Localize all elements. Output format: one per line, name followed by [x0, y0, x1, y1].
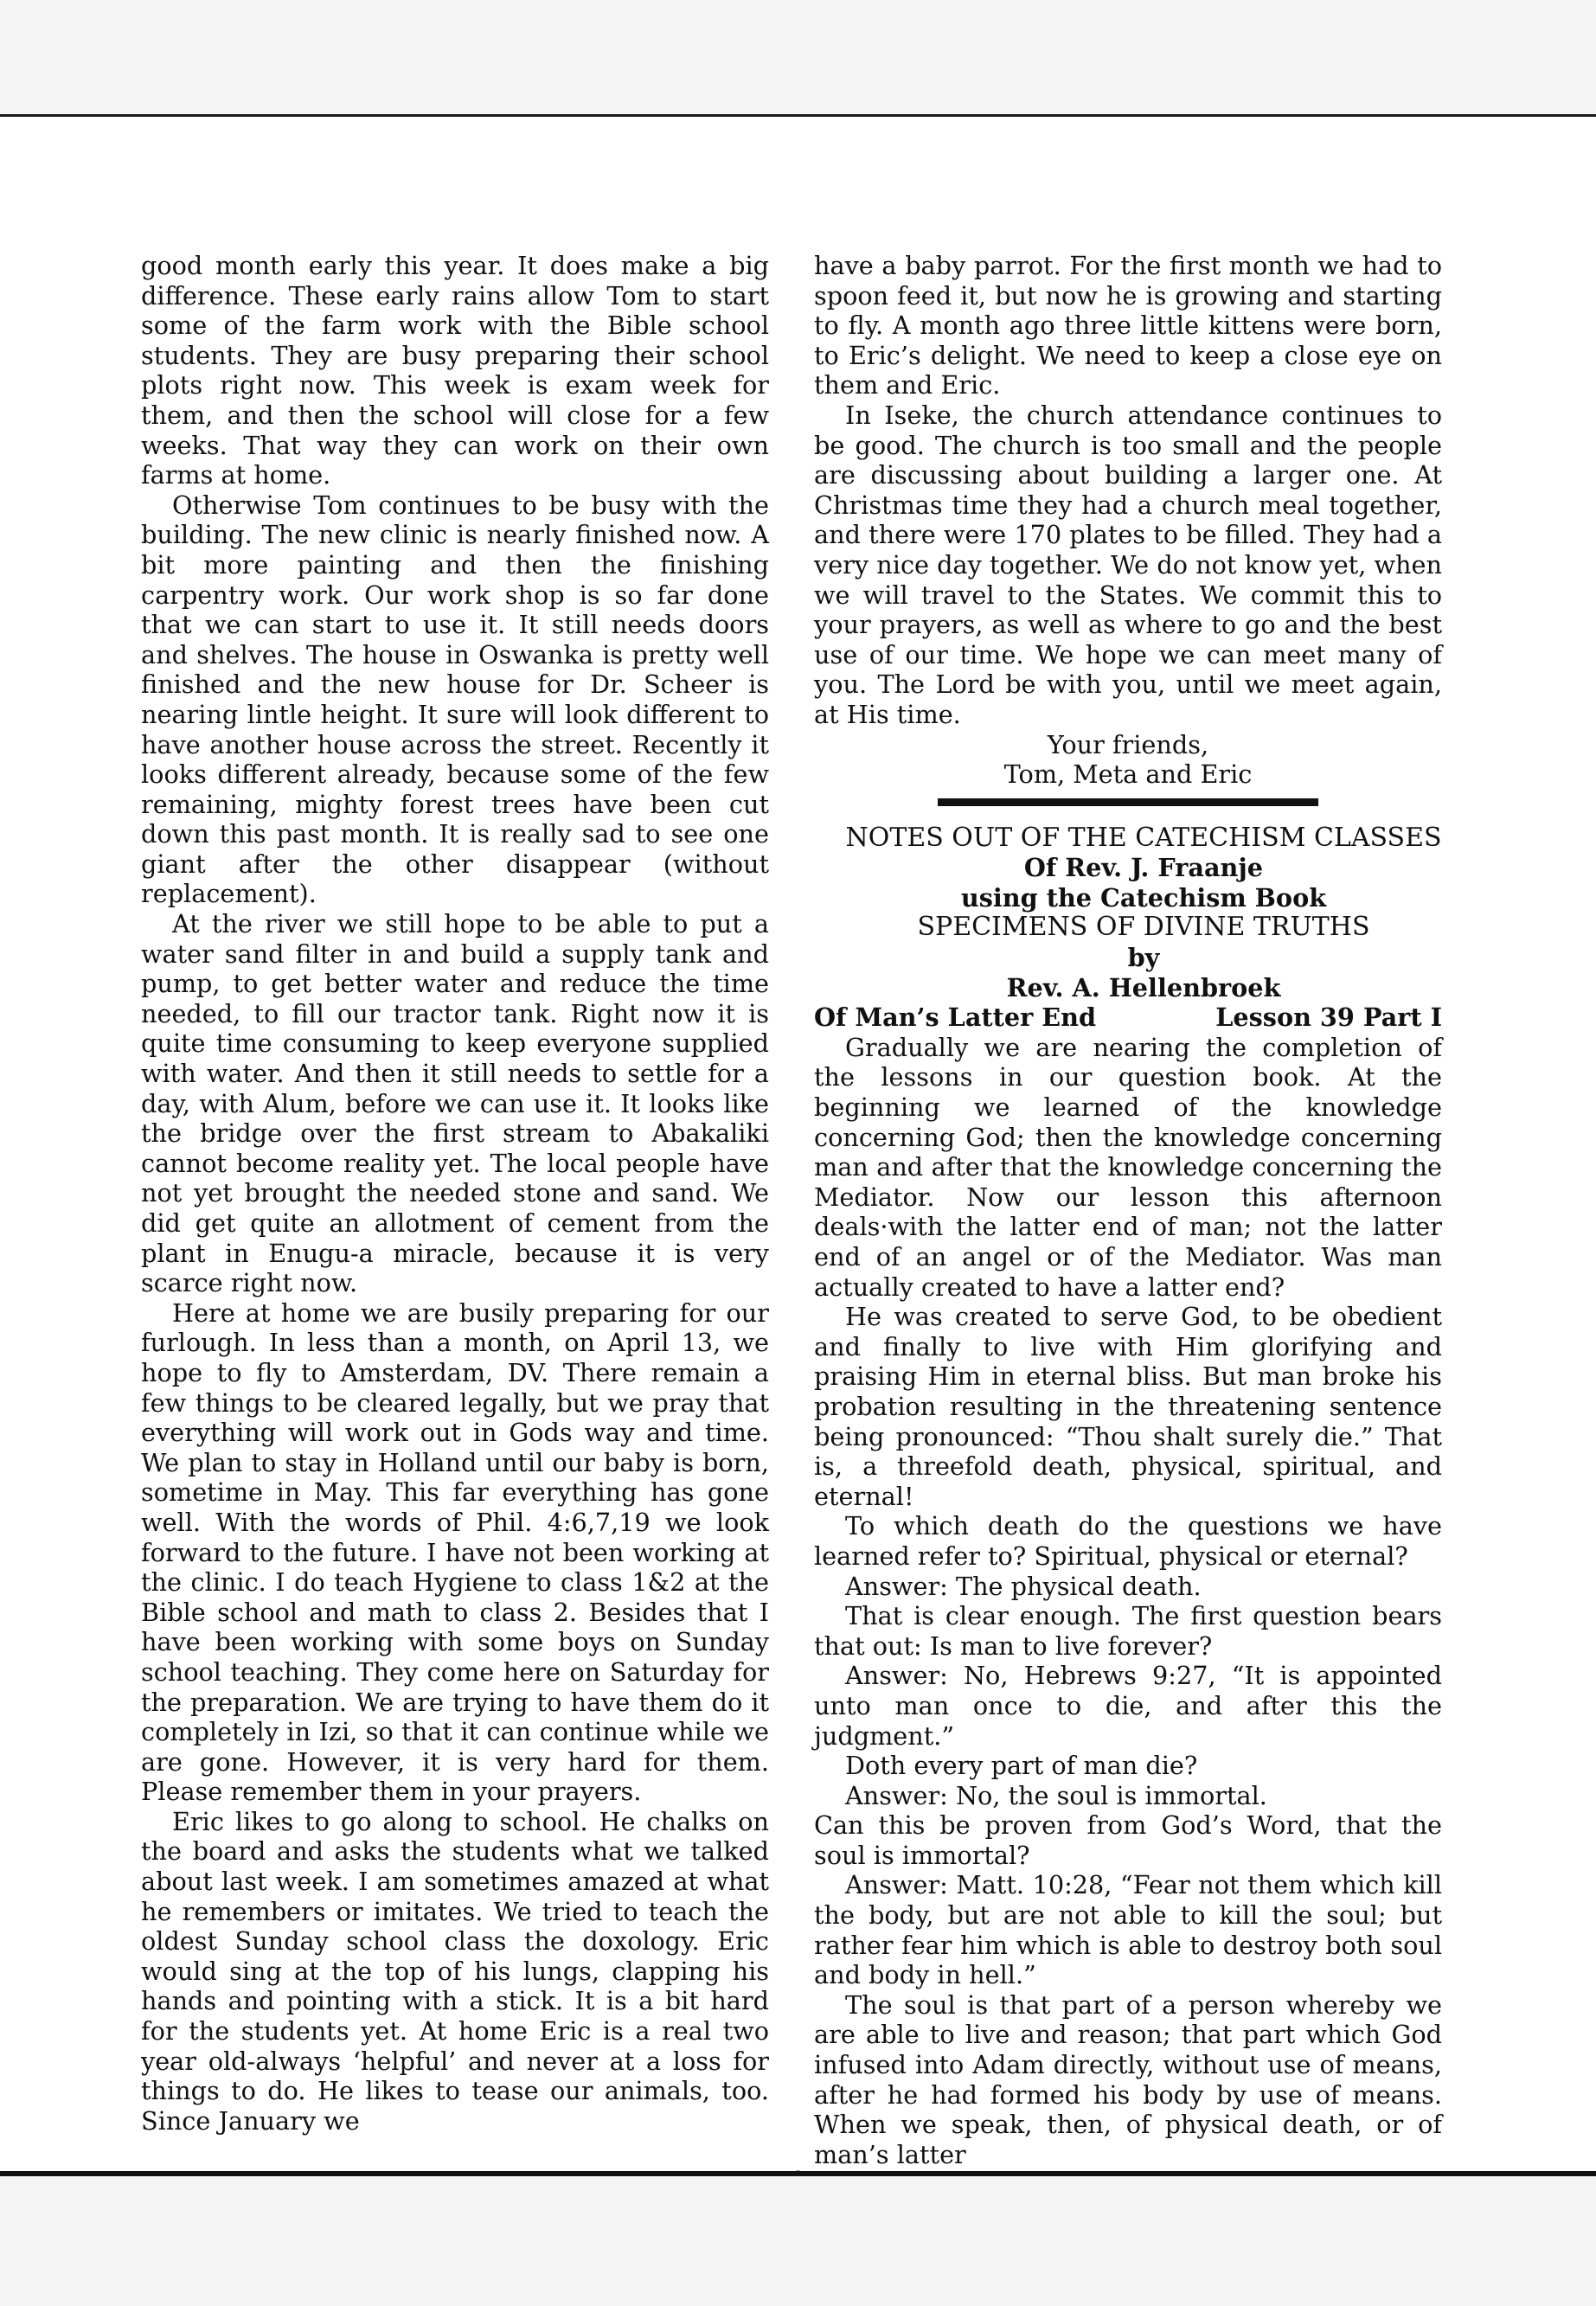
lesson-paragraph-1: Gradually we are nearing the completion of the lessons in our question book. At the beginning we learned of the knowledge concerning God; then the knowledge concerning man and after that the knowledge concerning the Mediator. Now our lesson this afternoon deals·with the latter end of man; not the latter end of an angel or of the Mediator. Was man actually created to have a latter end? — [814, 1032, 1442, 1302]
book-title: SPECIMENS OF DIVINE TRUTHS — [917, 912, 1370, 943]
book-author: Rev. A. Hellenbroek — [1006, 972, 1281, 1002]
lesson-paragraph-2: He was created to serve God, to be obedient and finally to live with Him glorifying and praising Him in eternal bliss. But man broke his probation resulting in the threatening sentence being pronounced: “Thou shalt surely die.” That is, a threefold death, physical, spiritual, and eternal! — [814, 1302, 1442, 1511]
left-paragraph-4: Here at home we are busily preparing for our furlough. In less than a month, on April 13, we hope to fly to Amsterdam, DV. There remain a few things to be cleared legally, but we pray that everything will work out in Gods way and time. We plan to stay in Holland until our baby is born, sometime in May. This far everything has gone well. With the words of Phil. 4:6,7,19 we look forward to the future. I have not been working at the clinic. I do teach Hygiene to class 1&2 at the Bible school and math to class 2. Besides that I have been working with some boys on Sunday school teaching. They come here on Saturday for the preparation. We are trying to have them do it completely in Izi, so that it can continue while we are gone. However, it is very hard for them. Please remember them in your prayers. — [141, 1297, 769, 1807]
letter-signature: Tom, Meta and Eric — [1003, 759, 1253, 790]
left-paragraph-1: good month early this year. It does make a big difference. These early rains allow Tom to start some of the farm work with the Bible school students. They are busy preparing their school plots right now. This week is exam week for them, and then the school will close for a few weeks. That way they can work on their own farms at home. — [141, 251, 769, 490]
lesson-paragraph-9: Can this be proven from God’s Word, that the soul is immortal? — [814, 1810, 1442, 1870]
left-paragraph-3: At the river we still hope to be able to put a water sand filter in and build a supply tank and pump, to get better water and reduce the time needed, to fill our tractor tank. Right now it is quite time consuming to keep everyone supplied with water. And then it still needs to settle for a day, with Alum, before we can use it. It looks like the bridge over the first stream to Abakaliki cannot become reality yet. The local people have not yet brought the needed stone and sand. We did get quite an allotment of cement from the plant in Enugu-a miracle, because it is very scarce right now. — [141, 909, 769, 1298]
book-by: by — [1127, 943, 1160, 973]
right-paragraph-1: have a baby parrot. For the first month we had to spoon feed it, but now he is growing and starting to fly. A month ago three little kittens were born, to Eric’s delight. We need to keep a close eye on them and Eric. — [814, 251, 1442, 400]
lesson-number: Lesson 39 Part I — [1215, 1002, 1442, 1033]
lesson-paragraph-7: Doth every part of man die? — [845, 1751, 1198, 1781]
lesson-paragraph-10: Answer: Matt. 10:28, “Fear not them which kill the body, but are not able to kill the soul; but rather fear him which is able to destroy both soul and body in hell.” — [814, 1870, 1442, 1990]
lesson-paragraph-5: That is clear enough. The first question bears that out: Is man to live forever? — [814, 1601, 1442, 1661]
left-paragraph-5: Eric likes to go along to school. He chalks on the board and asks the students what we talked about last week. I am sometimes amazed at what he remembers or imitates. We tried to teach the oldest Sunday school class the doxology. Eric would sing at the top of his lungs, clapping his hands and pointing with a stick. It is a bit hard for the students yet. At home Eric is a real two year old-always ‘helpful’ and never at a loss for things to do. He likes to tease our animals, too. Since January we — [141, 1806, 769, 2136]
lesson-topic: Of Man’s Latter End — [814, 1002, 1097, 1033]
scan-top-border — [0, 0, 1596, 117]
left-column — [141, 251, 769, 2136]
section-using: using the Catechism Book — [960, 882, 1327, 913]
lesson-paragraph-3: To which death do the questions we have learned refer to? Spiritual, physical or eternal? — [814, 1511, 1442, 1571]
scan-bottom-border — [0, 2171, 1596, 2306]
section-author: Of Rev. J. Fraanje — [1023, 853, 1264, 883]
lesson-paragraph-4: Answer: The physical death. — [845, 1571, 1202, 1601]
lesson-paragraph-11: The soul is that part of a person whereby we are able to live and reason; that part which God infused into Adam directly, without use of means, after he had formed his body by use of means. When we speak, then, of physical death, or of man’s latter — [814, 1989, 1442, 2169]
document-page — [0, 117, 1596, 2171]
right-paragraph-2: In Iseke, the church attendance continues to be good. The church is too small and the people are discussing about building a larger one. At Christmas time they had a church meal together, and there were 170 plates to be filled. They had a very nice day together. We do not know yet, when we will travel to the States. We commit this to your prayers, as well as where to go and the best use of our time. We hope we can meet many of you. The Lord be with you, until we meet again, at His time. — [814, 400, 1442, 729]
lesson-paragraph-6: Answer: No, Hebrews 9:27, “It is appointed unto man once to die, and after this the judgment.” — [814, 1661, 1442, 1751]
right-column — [814, 251, 1442, 2169]
letter-closing: Your friends, — [1047, 729, 1209, 759]
left-paragraph-2: Otherwise Tom continues to be busy with the building. The new clinic is nearly finished now. A bit more painting and then the finishing carpentry work. Our work shop is so far done that we can start to use it. It still needs doors and shelves. The house in Oswanka is pretty well finished and the new house for Dr. Scheer is nearing lintle height. It sure will look different to have another house across the street. Recently it looks different already, because some of the few remaining, mighty forest trees have been cut down this past month. It is really sad to see one giant after the other disappear (without replacement). — [141, 490, 769, 909]
section-title: NOTES OUT OF THE CATECHISM CLASSES — [845, 822, 1442, 853]
section-divider — [938, 798, 1318, 806]
lesson-paragraph-8: Answer: No, the soul is immortal. — [845, 1780, 1267, 1810]
lesson-header — [814, 1002, 1442, 1033]
